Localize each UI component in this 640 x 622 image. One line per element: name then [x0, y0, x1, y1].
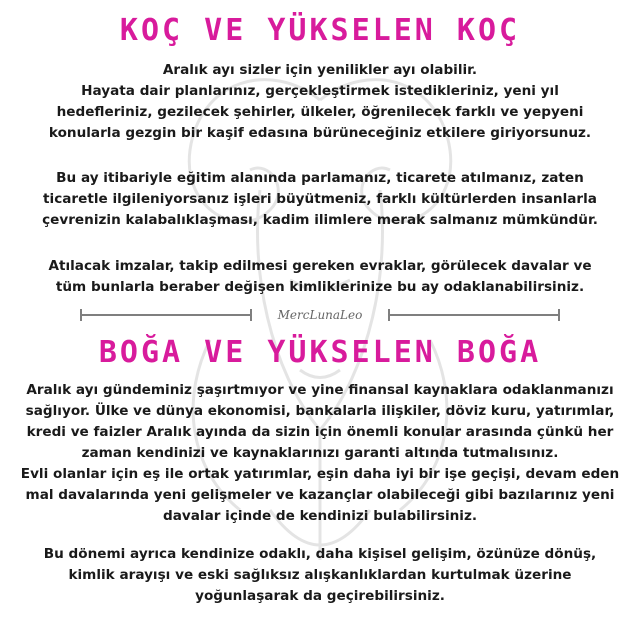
divider-line-left — [80, 314, 252, 316]
section2-paragraph-2 — [0, 544, 640, 607]
section2-title: BOĞA VE YÜKSELEN BOĞA — [98, 335, 542, 370]
section-divider — [0, 305, 640, 325]
text-line: sağlıyor. Ülke ve dünya ekonomisi, bankalarla ilişkiler, döviz kuru, yatırımlar, — [25, 403, 615, 419]
divider-line-right — [388, 314, 560, 316]
text-line: Atılacak imzalar, takip edilmesi gereken evraklar, görülecek davalar ve — [48, 258, 592, 274]
section2-paragraph-1 — [0, 380, 640, 527]
section1-paragraph-2 — [0, 168, 640, 231]
text-line: hedefleriniz, gezilecek şehirler, ülkeler, öğrenilecek farklı ve yepyeni — [56, 104, 584, 120]
signature: MercLunaLeo — [277, 308, 363, 322]
section1-title: KOÇ VE YÜKSELEN KOÇ — [119, 13, 521, 48]
text-line: Bu ay itibariyle eğitim alanında parlamanız, ticarete atılmanız, zaten — [56, 170, 584, 186]
text-line: Evli olanlar için eş ile ortak yatırımlar, eşin daha iyi bir işe geçişi, devam eden — [20, 466, 620, 482]
text-line: kimlik arayışı ve eski sağlıksız alışkanlıklardan kurtulmak üzerine — [68, 567, 572, 583]
text-line: kredi ve faizler Aralık ayında da sizin için önemli konular arasında çünkü her — [26, 424, 614, 440]
section1-paragraph-1 — [0, 60, 640, 144]
divider-cap — [80, 309, 82, 321]
text-line: yoğunlaşarak da geçirebilirsiniz. — [195, 588, 445, 604]
text-line: Hayata dair planlarınız, gerçekleştirmek istedikleriniz, yeni yıl — [81, 83, 559, 99]
text-line: çevrenizin kalabalıklaşması, kadim ilimlere merak salmanız mümkündür. — [42, 212, 598, 228]
text-line: davalar içinde de kendinizi bulabilirsiniz. — [162, 508, 478, 524]
text-line: Aralık ayı sizler için yenilikler ayı olabilir. — [162, 62, 478, 78]
text-line: mal davalarında yeni gelişmeler ve kazançlar olabileceği gibi bazılarınız yeni — [25, 487, 615, 503]
text-line: konularla gezgin bir kaşif edasına bürüneceğiniz etkilere giriyorsunuz. — [48, 125, 592, 141]
text-line: Bu dönemi ayrıca kendinize odaklı, daha kişisel gelişim, özünüze dönüş, — [43, 546, 597, 562]
text-line: zaman kendinizi ve kaynaklarınızı garanti altında tutmalısınız. — [81, 445, 559, 461]
text-line: tüm bunlarla beraber değişen kimliklerinize bu ay odaklanabilirsiniz. — [55, 279, 585, 295]
text-line: ticaretle ilgileniyorsanız işleri büyütmeniz, farklı kültürlerden insanlarla — [43, 191, 597, 207]
section1-paragraph-3 — [0, 256, 640, 298]
text-line: Aralık ayı gündeminiz şaşırtmıyor ve yine finansal kaynaklara odaklanmanızı — [26, 382, 614, 398]
